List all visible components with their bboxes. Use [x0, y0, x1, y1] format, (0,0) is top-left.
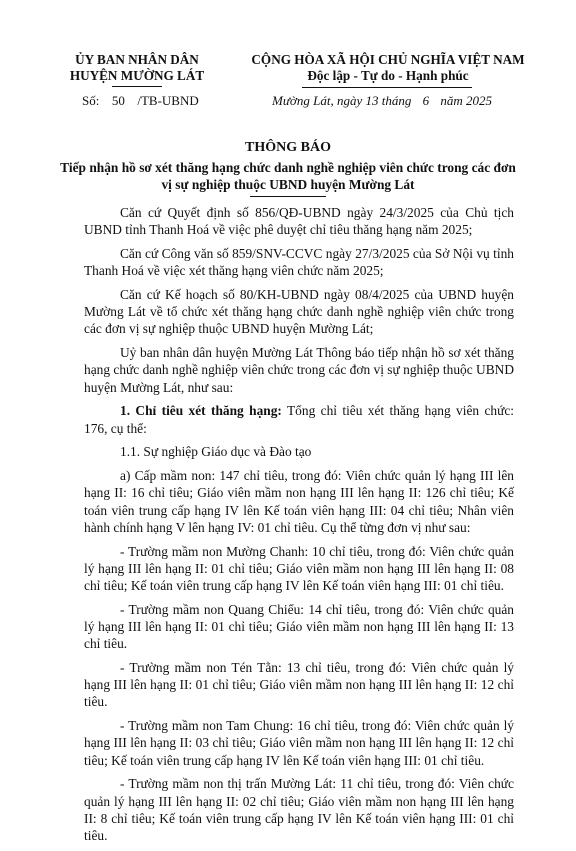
document-title: THÔNG BÁO	[245, 140, 331, 155]
date-month: 6	[422, 93, 430, 108]
subtitle-underline	[250, 196, 326, 197]
date-day: 13	[365, 93, 379, 108]
unit-thi-tran-muong-lat: - Trường mầm non thị trấn Mường Lát: 11 chỉ tiêu, trong đó: Viên chức quản lý hạng III lên hạng II: 02 chỉ tiêu; Giáo viên mầm non hạng III lên hạng II: 8 chỉ tiêu; Kế toán viên trung cấp hạng IV lên Kế toán viên hạng III: 01 chỉ tiêu.	[84, 776, 514, 844]
date-month-label: tháng	[381, 93, 412, 108]
document-subtitle: Tiếp nhận hồ sơ xét thăng hạng chức danh nghề nghiệp viên chức trong các đơn vị sự nghiệp thuộc UBND huyện Mường Lát	[60, 160, 516, 192]
motto-underline	[302, 87, 472, 88]
preschool-summary: a) Cấp mầm non: 147 chỉ tiêu, trong đó: Viên chức quản lý hạng III lên hạng II: 16 chỉ tiêu; Giáo viên mầm non hạng III lên hạng II: 126 chỉ tiêu; Kế toán viên trung cấp hạng IV lên Kế toán viên hạng III: 04 chỉ tiêu; Nhân viên hành chính hạng V lên hạng IV: 01 chỉ tiêu. Cụ thể từng đơn vị như sau:	[84, 468, 514, 535]
document-body	[84, 204, 514, 851]
document-number	[82, 93, 199, 109]
legal-basis-2: Căn cứ Công văn số 859/SNV-CCVC ngày 27/3/2025 của Sở Nội vụ tỉnh Thanh Hoá về việc xét thăng hạng viên chức năm 2025;	[84, 246, 514, 279]
unit-quang-chieu: - Trường mầm non Quang Chiểu: 14 chỉ tiêu, trong đó: Viên chức quản lý hạng III lên hạng II: 01 chỉ tiêu; Giáo viên mầm non hạng III lên hạng II: 13 chỉ tiêu.	[84, 601, 514, 652]
national-motto: Độc lập - Tự do - Hạnh phúc	[307, 68, 469, 83]
section-1-heading: 1. Chỉ tiêu xét thăng hạng:	[120, 403, 282, 419]
legal-basis-1: Căn cứ Quyết định số 856/QĐ-UBND ngày 24/3/2025 của Chủ tịch UBND tỉnh Thanh Hoá về việc phê duyệt chỉ tiêu thăng hạng năm 2025;	[84, 205, 514, 238]
date-year: năm 2025	[440, 93, 492, 108]
unit-tam-chung: - Trường mầm non Tam Chung: 16 chỉ tiêu, trong đó: Viên chức quản lý hạng III lên hạng II: 03 chỉ tiêu; Giáo viên mầm non hạng III lên hạng II: 12 chỉ tiêu; Kế toán viên trung cấp hạng IV lên Kế toán viên hạng III: 01 chỉ tiêu.	[84, 718, 514, 768]
number-value: 50	[111, 93, 125, 108]
national-title: CỘNG HÒA XÃ HỘI CHỦ NGHĨA VIỆT NAM	[251, 52, 525, 67]
unit-muong-chanh: - Trường mầm non Mường Chanh: 10 chỉ tiêu, trong đó: Viên chức quản lý hạng III lên hạng II: 01 chỉ tiêu; Giáo viên mầm non hạng III lên hạng II: 08 chỉ tiêu; Kế toán viên trung cấp hạng IV lên Kế toán viên hạng III: 01 chỉ tiêu.	[84, 543, 514, 594]
announcement-intro: Uỷ ban nhân dân huyện Mường Lát Thông báo tiếp nhận hồ sơ xét thăng hạng chức danh nghề nghiệp viên chức trong các đơn vị sự nghiệp thuộc UBND huyện Mường Lát, như sau:	[84, 345, 514, 395]
agency-underline	[112, 86, 162, 87]
subsection-1-1: 1.1. Sự nghiệp Giáo dục và Đào tạo	[120, 444, 312, 460]
number-prefix: Số:	[82, 93, 100, 108]
date-place: Mường Lát, ngày	[272, 93, 363, 108]
unit-ten-tan: - Trường mầm non Tén Tằn: 13 chỉ tiêu, trong đó: Viên chức quản lý hạng III lên hạng II: 01 chỉ tiêu; Giáo viên mầm non hạng III lên hạng II: 12 chỉ tiêu.	[84, 660, 514, 710]
issue-date	[272, 93, 492, 109]
legal-basis-3: Căn cứ Kế hoạch số 80/KH-UBND ngày 08/4/2025 của UBND huyện Mường Lát về tổ chức xét thăng hạng chức danh nghề nghiệp viên chức trong các đơn vị sự nghiệp thuộc UBND huyện Mường Lát;	[84, 287, 514, 337]
number-suffix: /TB-UBND	[137, 93, 199, 108]
section-1	[84, 402, 514, 436]
document-header	[0, 52, 576, 112]
issuing-agency-line1: ỦY BAN NHÂN DÂN	[75, 52, 199, 67]
issuing-agency-line2: HUYỆN MƯỜNG LÁT	[69, 68, 205, 83]
section-1-text: Tổng chỉ tiêu xét thăng hạng viên chức: 176, cụ thể:	[84, 403, 515, 436]
